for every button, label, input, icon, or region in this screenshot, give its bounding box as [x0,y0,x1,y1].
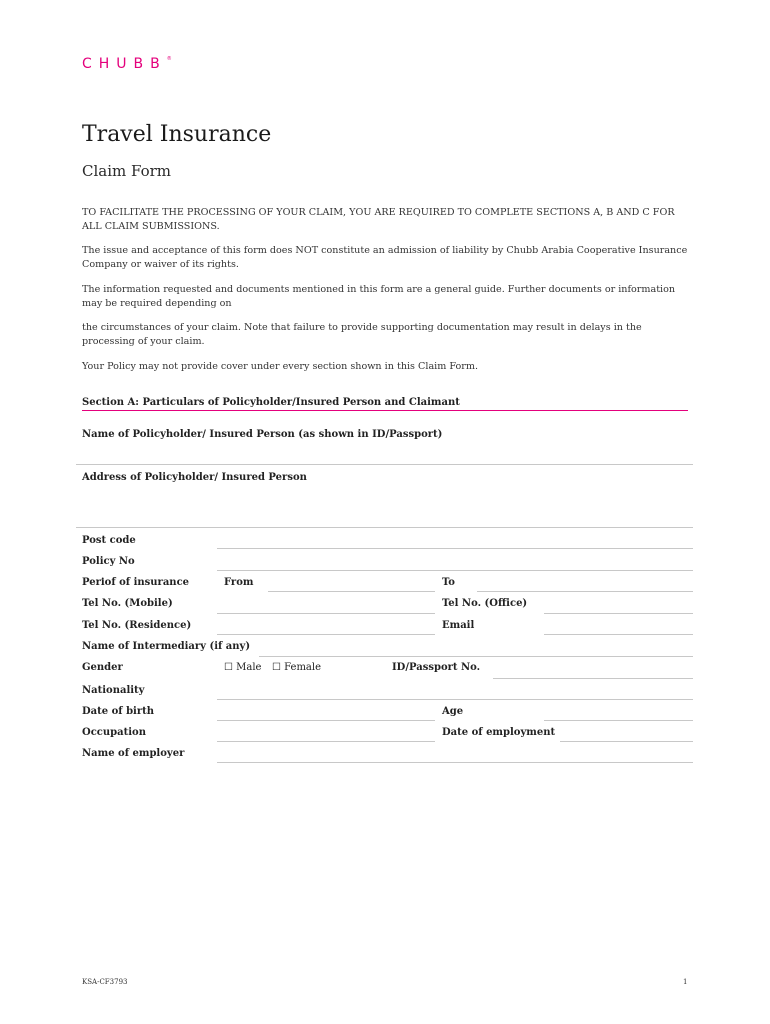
tel-mobile-label: Tel No. (Mobile) [82,598,173,609]
period-of-insurance-label: Perіof of insurance [82,577,190,588]
to-date-field[interactable] [477,591,693,592]
female-checkbox[interactable]: ☐ Female [272,662,322,673]
from-label: From [224,577,254,588]
employer-field[interactable] [217,762,693,763]
from-date-field[interactable] [268,591,435,592]
page-number: 1 [683,978,688,986]
address-label: Address of Policyholder/ Insured Person [82,472,307,483]
post-code-label: Post code [82,535,136,546]
policy-no-field[interactable] [217,570,693,571]
gender-label: Gender [82,662,123,673]
address-field[interactable] [76,527,693,528]
age-label: Age [442,706,464,717]
policyholder-name-field[interactable] [76,464,693,465]
tel-office-field[interactable] [544,613,693,614]
tel-mobile-field[interactable] [217,613,435,614]
policyholder-name-label: Name of Policyholder/ Insured Person (as shown in ID/Passport) [82,429,443,440]
tel-residence-field[interactable] [217,634,435,635]
male-checkbox[interactable]: ☐ Male [224,662,262,673]
id-passport-label: ID/Passport No. [392,662,481,673]
dob-label: Date of birth [82,706,155,717]
policy-no-label: Policy No [82,556,135,567]
section-a-rule [82,410,688,411]
occupation-field[interactable] [217,741,435,742]
form-code: KSA-CF3793 [82,978,128,986]
intro-paragraph-5: Your Policy may not provide cover under every section shown in this Claim Form. [82,361,479,372]
email-field[interactable] [544,634,693,635]
intro-paragraph-4: the circumstances of your claim. Note that failure to provide supporting documentation may result in delays in the processing of your claim. [82,322,642,347]
chubb-logo: CHUBB® [82,56,172,72]
occupation-label: Occupation [82,727,146,738]
intermediary-field[interactable] [259,656,693,657]
page-title: Travel Insurance [82,122,272,147]
id-passport-field[interactable] [493,678,693,679]
email-label: Email [442,620,475,631]
dob-field[interactable] [217,720,435,721]
age-field[interactable] [544,720,693,721]
employer-label: Name of employer [82,748,185,759]
intro-paragraph-2: The issue and acceptance of this form does NOT constitute an admission of liability by Chubb Arabia Cooperative Insurance Company or waiver of its rights. [82,245,688,270]
nationality-label: Nationality [82,685,145,696]
intro-paragraph-1: TO FACILITATE THE PROCESSING OF YOUR CLAIM, YOU ARE REQUIRED TO COMPLETE SECTIONS A, B AND C FOR ALL CLAIM SUBMISSIONS. [82,207,675,232]
post-code-field[interactable] [217,548,693,549]
section-a-heading: Section A: Particulars of Policyholder/Insured Person and Claimant [82,397,460,408]
nationality-field[interactable] [217,699,693,700]
intro-paragraph-3: The information requested and documents mentioned in this form are a general guide. Further documents or information may be required depending on [82,284,676,309]
date-of-employment-label: Date of employment [442,727,556,738]
page-subtitle: Claim Form [82,162,172,180]
tel-office-label: Tel No. (Office) [442,598,528,609]
date-of-employment-field[interactable] [560,741,693,742]
tel-residence-label: Tel No. (Residence) [82,620,192,631]
intermediary-label: Name of Intermediary (if any) [82,641,251,652]
to-label: To [442,577,455,588]
